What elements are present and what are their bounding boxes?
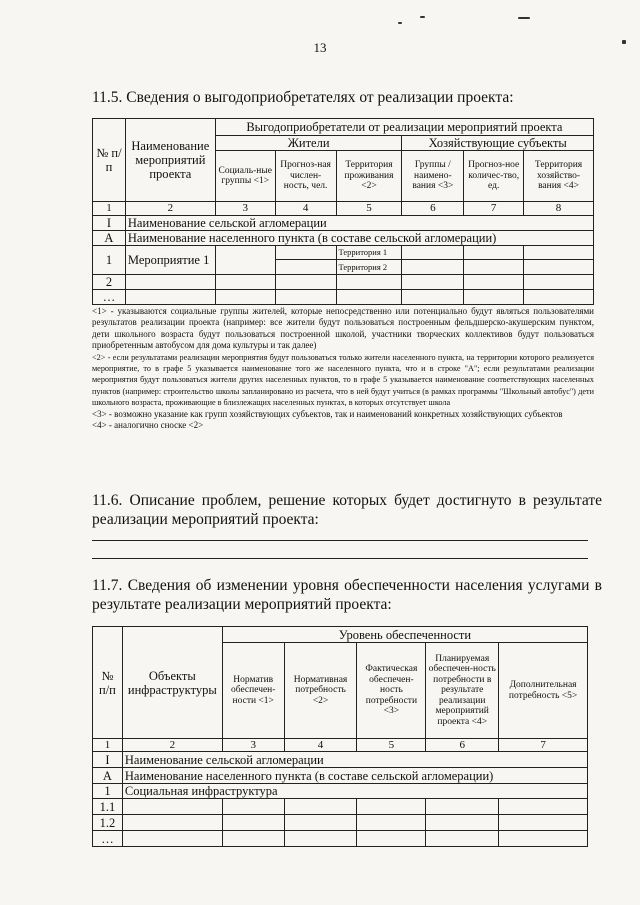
table-cell [122, 831, 222, 847]
column-number: 8 [524, 202, 594, 216]
table-cell [464, 275, 524, 290]
sub-header-forecast-population: Прогноз-ная числен-ность, чел. [275, 151, 336, 202]
sub-header-norm: Норматив обеспечен-ности <1> [222, 643, 284, 739]
group-header-beneficiaries: Выгодоприобретатели от реализации мероприятий проекта [215, 119, 593, 136]
table-cell [499, 815, 588, 831]
table-cell [402, 275, 464, 290]
scan-speck [622, 40, 626, 44]
row-settlement-name: Наименование населенного пункта (в составе сельской агломерации) [122, 768, 587, 784]
row-number: I [93, 216, 126, 231]
scan-speck [398, 22, 402, 24]
page-number: 13 [313, 40, 327, 55]
territory-2-cell: Территория 2 [336, 260, 402, 275]
row-number: I [93, 752, 123, 768]
table-cell [464, 260, 524, 275]
sub-header-territory-residence: Территория проживания <2> [336, 151, 402, 202]
column-number: 4 [284, 739, 357, 752]
footnote-3: <3> - возможно указание как групп хозяйствующих субъектов, так и наименований конкретных хозяйствующих субъектов [92, 408, 563, 419]
col-header-name: Наименование мероприятий проекта [125, 119, 215, 202]
table-cell [402, 246, 464, 260]
row-number: 1.1 [93, 799, 123, 815]
row-number: 1 [93, 784, 123, 799]
row-number: 2 [93, 275, 126, 290]
table-cell [125, 290, 215, 305]
footnote-2: <2> - если результатами реализации мероприятия будут пользоваться только жители населенного пункта, на территории которого реализуется мероприятие, то в графе 5 указывается наименование того же населенного пункта, что и в строке "А"; если результатами реализации мероприятия будут пользоваться жители других населенных пунктов, то в графе 5 указывается наименование соответствующих населенных пунктов (например: строительство школы запланировано из расчета, что в ней будут учиться (в рамках программы "Школьный автобус") дети школьного возраста, проживающие в близлежащих населенных пунктах, в которых отсутствует школа [92, 352, 594, 408]
service-level-table [92, 626, 588, 847]
column-number: 5 [336, 202, 402, 216]
table-cell [426, 831, 499, 847]
row-social-infrastructure: Социальная инфраструктура [122, 784, 587, 799]
column-number: 3 [215, 202, 275, 216]
table-cell [426, 815, 499, 831]
table-cell [222, 831, 284, 847]
row-settlement-name: Наименование населенного пункта (в составе сельской агломерации) [125, 231, 593, 246]
column-number: 6 [402, 202, 464, 216]
table-cell [275, 246, 336, 260]
table-cell [524, 246, 594, 260]
table-cell [215, 275, 275, 290]
beneficiaries-table [92, 118, 594, 305]
territory-1-cell: Территория 1 [336, 246, 402, 260]
section-11-7-heading: 11.7. Сведения об изменении уровня обеспеченности населения услугами в результате реализации мероприятий проекта: [92, 577, 602, 613]
table-cell [284, 831, 357, 847]
table-cell [122, 815, 222, 831]
column-number: 2 [125, 202, 215, 216]
row-agglomeration-name: Наименование сельской агломерации [122, 752, 587, 768]
column-number: 7 [499, 739, 588, 752]
row-number: А [93, 231, 126, 246]
table-cell [215, 290, 275, 305]
sub-header-planned-provision: Планируемая обеспечен-ность потребности в результате реализации мероприятий проекта <4> [426, 643, 499, 739]
row-event-name: Мероприятие 1 [125, 246, 215, 275]
table-cell [357, 815, 426, 831]
table-cell [464, 246, 524, 260]
table-cell [336, 290, 402, 305]
column-number: 4 [275, 202, 336, 216]
sub-header-groups-names: Группы / наимено-вания <3> [402, 151, 464, 202]
table-cell [336, 275, 402, 290]
row-number: … [93, 290, 126, 305]
table-cell [357, 831, 426, 847]
group-header-residents: Жители [215, 136, 402, 151]
table-cell [275, 290, 336, 305]
answer-line [92, 558, 588, 559]
table-cell [402, 290, 464, 305]
column-number: 3 [222, 739, 284, 752]
row-number: 1 [93, 246, 126, 275]
row-number: А [93, 768, 123, 784]
scan-speck [420, 16, 425, 18]
table-cell [222, 815, 284, 831]
footnote-4: <4> - аналогично сноске <2> [92, 420, 204, 431]
sub-header-forecast-quantity: Прогноз-ное количес-тво, ед. [464, 151, 524, 202]
table-cell [524, 275, 594, 290]
scan-speck [518, 17, 530, 19]
row-number: … [93, 831, 123, 847]
table-cell [215, 246, 275, 275]
sub-header-actual-provision: Фактическая обеспечен-ность потребности <3> [357, 643, 426, 739]
table-cell [222, 799, 284, 815]
table-cell [284, 815, 357, 831]
table-cell [284, 799, 357, 815]
table-cell [499, 831, 588, 847]
table-cell [464, 290, 524, 305]
table-cell [125, 275, 215, 290]
table-cell [357, 799, 426, 815]
table-cell [275, 275, 336, 290]
row-number: 1.2 [93, 815, 123, 831]
sub-header-territory-economic: Территория хозяйство-вания <4> [524, 151, 594, 202]
answer-line [92, 540, 588, 541]
table-cell [426, 799, 499, 815]
section-11-6-heading: 11.6. Описание проблем, решение которых будет достигнуто в результате реализации мероприятий проекта: [92, 492, 602, 528]
table-cell [275, 260, 336, 275]
table-cell [499, 799, 588, 815]
column-number: 5 [357, 739, 426, 752]
sub-header-normative-need: Нормативная потребность <2> [284, 643, 357, 739]
column-number: 7 [464, 202, 524, 216]
row-agglomeration-name: Наименование сельской агломерации [125, 216, 593, 231]
sub-header-social-groups: Социаль-ные группы <1> [215, 151, 275, 202]
col-header-no: № п/п [93, 627, 123, 739]
sub-header-additional-need: Дополнительная потребность <5> [499, 643, 588, 739]
footnotes [92, 306, 594, 431]
column-number: 2 [122, 739, 222, 752]
group-header-service-level: Уровень обеспеченности [222, 627, 587, 643]
column-number: 1 [93, 739, 123, 752]
table-cell [524, 290, 594, 305]
col-header-no: № п/п [93, 119, 126, 202]
table-cell [524, 260, 594, 275]
column-number: 6 [426, 739, 499, 752]
table-cell [122, 799, 222, 815]
column-number: 1 [93, 202, 126, 216]
table-cell [402, 260, 464, 275]
footnote-1: <1> - указываются социальные группы жителей, которые непосредственно или потенциально будут являться пользователями результатов реализации проекта (например: все жители будут пользоваться построенным фельдшерско-акушерским пунктом, дети школьного возраста будут пользоваться построенной школой, участники творческих коллективов будут пользоваться приобретенным автобусом для дома культуры и так далее) [92, 306, 594, 351]
group-header-entities: Хозяйствующие субъекты [402, 136, 594, 151]
col-header-objects: Объекты инфраструктуры [122, 627, 222, 739]
section-11-5-heading: 11.5. Сведения о выгодоприобретателях от реализации проекта: [92, 89, 514, 106]
